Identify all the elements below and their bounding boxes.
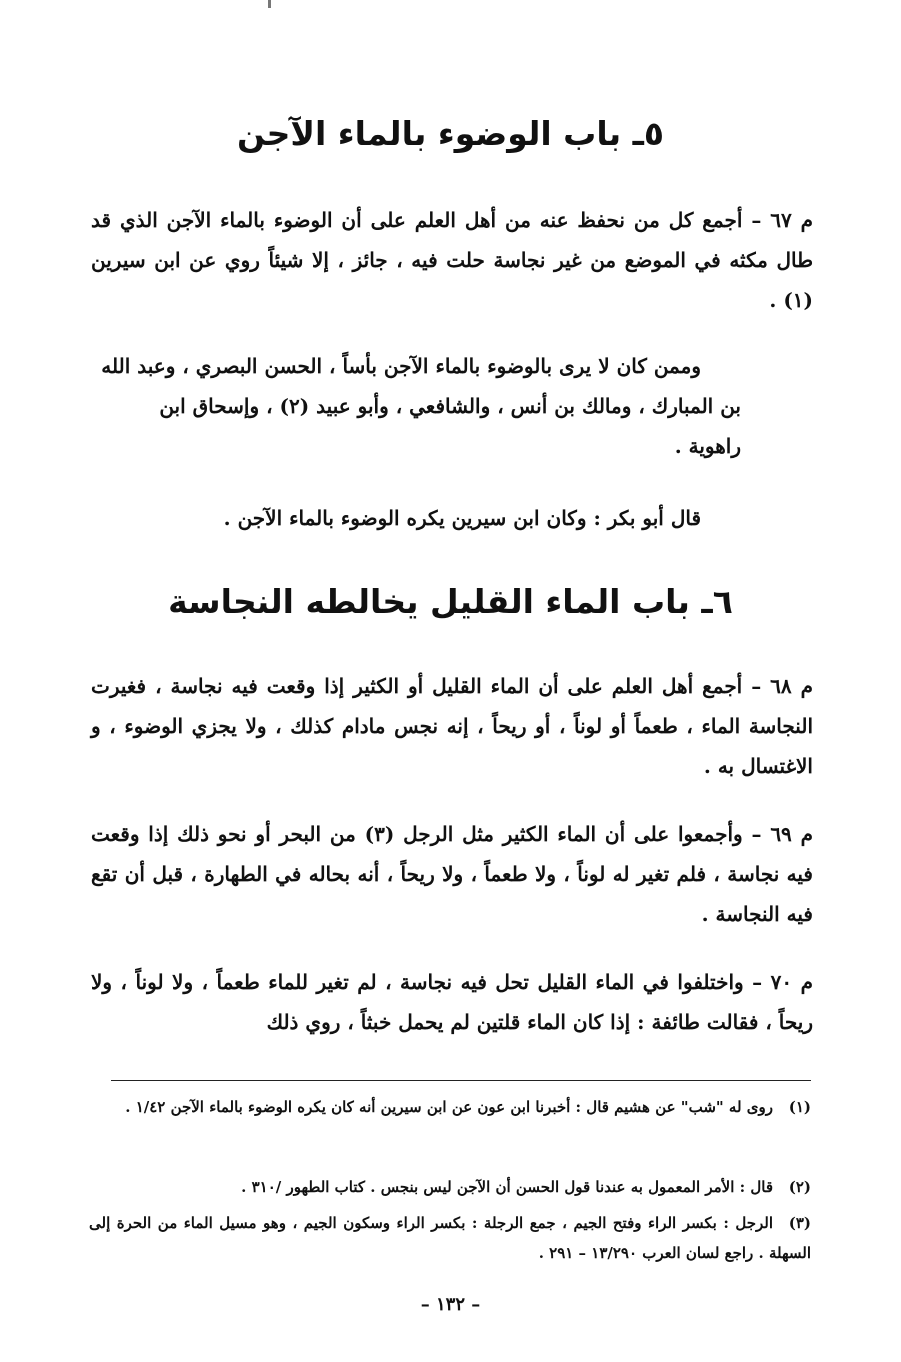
entry-67-paragraph-2: وممن كان لا يرى بالوضوء بالماء الآجن بأساً ، الحسن البصري ، وعبد الله بن المبارك ، ومالك بن أنس ، والشافعي ، وأبو عبيد (٢) ، وإسحاق ابن راهوية . <box>101 354 741 458</box>
footnote-1 <box>89 1092 811 1122</box>
entry-67 <box>91 200 813 360</box>
footnote-mark: (١) <box>788 1098 811 1116</box>
scan-mark <box>268 0 271 8</box>
footnote-mark: (٢) <box>788 1178 811 1196</box>
page-number: – ١٣٢ – <box>420 1294 481 1315</box>
entry-text: واختلفوا في الماء القليل تحل فيه نجاسة ، لم تغير للماء طعماً ، ولا لوناً ، ولا ريحاً ، فقالت طائفة : إذا كان الماء قلتين لم يحمل خبثاً ، روي ذلك <box>91 970 813 1034</box>
footnote-text: روى له "شب" عن هشيم قال : أخبرنا ابن عون عن ابن سيرين أنه كان يكره الوضوء بالماء الآجن ١/٤٢ . <box>125 1098 773 1116</box>
footnote-text: الرجل : بكسر الراء وفتح الجيم ، جمع الرجلة : بكسر الراء وسكون الجيم ، وهو مسيل الماء من الحرة إلى السهلة . راجع لسان العرب ١٣/٢٩٠ – ٢٩١ . <box>89 1214 811 1262</box>
footnote-divider <box>111 1080 811 1081</box>
footnote-text: قال : الأمر المعمول به عندنا قول الحسن أن الآجن ليس بنجس . كتاب الطهور /٣١٠ . <box>241 1178 773 1196</box>
entry-text: أجمع كل من نحفظ عنه من أهل العلم على أن الوضوء بالماء الآجن الذي قد طال مكثه في الموضع من غير نجاسة حلت فيه ، جائز ، إلا شيئاً روي عن ابن سيرين (١) . <box>91 208 813 312</box>
footnote-2 <box>89 1172 811 1202</box>
chapter-heading-6: ٦ـ باب الماء القليل يخالطه النجاسة <box>168 582 733 621</box>
entry-number: م ٧٠ – <box>752 970 813 994</box>
entry-text: أجمع أهل العلم على أن الماء القليل أو الكثير إذا وقعت فيه نجاسة ، فغيرت النجاسة الماء ، طعماً أو لوناً ، أو ريحاً ، إنه نجس مادام كذلك ، ولا يجزي الوضوء ، و الاغتسال به . <box>91 674 813 778</box>
entry-number: م ٦٨ – <box>751 674 813 698</box>
footnote-mark: (٣) <box>788 1214 811 1232</box>
footnote-3 <box>89 1208 811 1268</box>
entry-number: م ٦٧ – <box>751 208 814 232</box>
entry-number: م ٦٩ – <box>751 822 813 846</box>
entry-70 <box>91 962 813 1042</box>
chapter-heading-5: ٥ـ باب الوضوء بالماء الآجن <box>236 114 665 153</box>
entry-69 <box>91 814 813 934</box>
entry-67-paragraph-3: قال أبو بكر : وكان ابن سيرين يكره الوضوء بالماء الآجن . <box>223 506 701 530</box>
entry-68 <box>91 666 813 786</box>
entry-text: وأجمعوا على أن الماء الكثير مثل الرجل (٣) من البحر أو نحو ذلك إذا وقعت فيه نجاسة ، فلم تغير له لوناً ، ولا طعماً ، ولا ريحاً ، أنه بحاله في الطهارة ، قبل أن تقع فيه النجاسة . <box>91 822 813 926</box>
